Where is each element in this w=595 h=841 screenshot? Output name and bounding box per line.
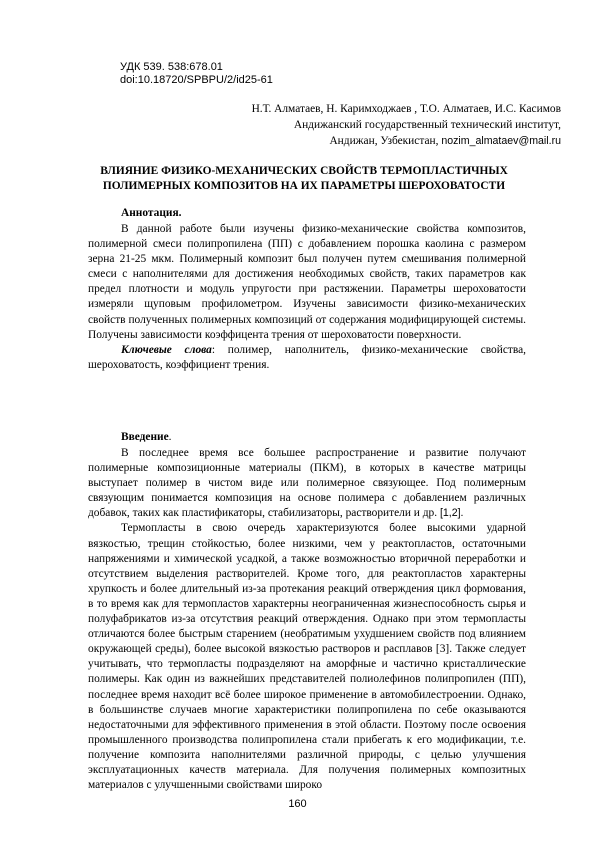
intro-paragraph-2: Термопласты в свою очередь характеризуются более высокими ударной вязкостью, трещин стойкостью, более низкими, чем у реактопластов, остаточными напряжениями и химической усадкой, а также возможностью вторичной переработки и отсутствием выделения растворителей. Кроме того, для реактопластов характерны хрупкость и более длительный из-за протекания реакций отверждения цикл формования, в то время как для термопластов характерны неограниченная жизнеспособность сырья и полуфабрикатов из-за отсутствия реакций отверждения. Однако при этом термопласты отличаются более быстрым старением (необратимым ухудшением свойств под влиянием окружающей среды), более высокой вязкостью растворов и расплавов [3]. Также следует учитывать, что термопласты подразделяют на аморфные и частично кристаллические полимеры. Как один из важнейших представителей полиолефинов полипропилен (ПП), последнее время находит всё более широкое применение в автомобилестроении. Однако, в большинстве случаев многие характеристики полипропилена по себе оказываются недостаточными для эффективного применения в этой области. Поэтому после освоения промышленного производства полипропилена стали прибегать к его модификации, т.е. получение композита наполнителями различной природы, с целью улучшения эксплуатационных качеств материала. Для получения полимерных композитных материалов с улучшенными свойствами широко bbox=[88, 522, 526, 792]
keywords-label: Ключевые слова bbox=[121, 343, 212, 356]
abstract-heading: Аннотация. bbox=[121, 207, 182, 219]
intro-heading-suffix: . bbox=[168, 431, 172, 443]
abstract-paragraph: В данной работе были изучены физико-механические свойства композитов, полимерной смеси полипропилена (ПП) с добавлением порошка каолина с размером зерна 21-25 мкм. Полимерный композит был получен путем смешивания полимерной смеси с наполнителями для достижения необходимых свойств, таких параметров как предел плотности и модуль упругости при растяжении. Параметры шероховатости измеряли щуповым профилометром. Изучены зависимости физико-механических свойств полученных полимерных композиций от содержания модифицирующей системы. Получены зависимости коэффицента трения от шероховатости поверхности. bbox=[88, 223, 526, 341]
intro-heading-line bbox=[121, 431, 172, 443]
intro-paragraph-1 bbox=[88, 446, 526, 521]
author-email[interactable]: nozim_almataev@mail.ru bbox=[441, 135, 561, 147]
keywords-text: : полимер, наполнитель, физико-механические свойства, шероховатость, коэффициент трения. bbox=[88, 343, 526, 371]
doi-link[interactable]: doi:10.18720/SPBPU/2/id25-61 bbox=[120, 74, 273, 86]
intro-body bbox=[88, 446, 526, 793]
title-line-1: ВЛИЯНИЕ ФИЗИКО-МЕХАНИЧЕСКИХ СВОЙСТВ ТЕРМОПЛАСТИЧНЫХ bbox=[100, 165, 508, 177]
udk-doi-block bbox=[120, 61, 273, 87]
title-line-2: ПОЛИМЕРНЫХ КОМПОЗИТОВ НА ИХ ПАРАМЕТРЫ ШЕРОХОВАТОСТИ bbox=[102, 180, 506, 192]
author-institution: Андижанский государственный технический институт, bbox=[293, 119, 561, 131]
intro-p1-text: В последнее время все большее распространение и развитие получают полимерные композиционные материалы (ПКМ), в которых в качестве матрицы выступает полимер в чистом виде или полимерное связующее. Под полимерным связующим понимается композиция на основе полимера с добавлением различных добавок, таких как пластификаторы, стабилизаторы, растворители и др. bbox=[88, 447, 526, 520]
abstract-body bbox=[88, 222, 526, 373]
udk-code: УДК 539. 538:678.01 bbox=[120, 61, 223, 73]
paper-title bbox=[88, 164, 520, 194]
author-location bbox=[252, 133, 561, 149]
keywords-paragraph bbox=[88, 343, 526, 373]
intro-p1-reference: [1,2]. bbox=[439, 507, 464, 520]
authors-block bbox=[252, 101, 561, 149]
author-names: Н.Т. Алматаев, Н. Каримходжаев , Т.О. Алматаев, И.С. Касимов bbox=[251, 103, 561, 115]
intro-heading: Введение bbox=[121, 431, 169, 443]
author-city: Андижан, Узбекистан, bbox=[329, 135, 439, 147]
page-number: 160 bbox=[288, 798, 307, 810]
